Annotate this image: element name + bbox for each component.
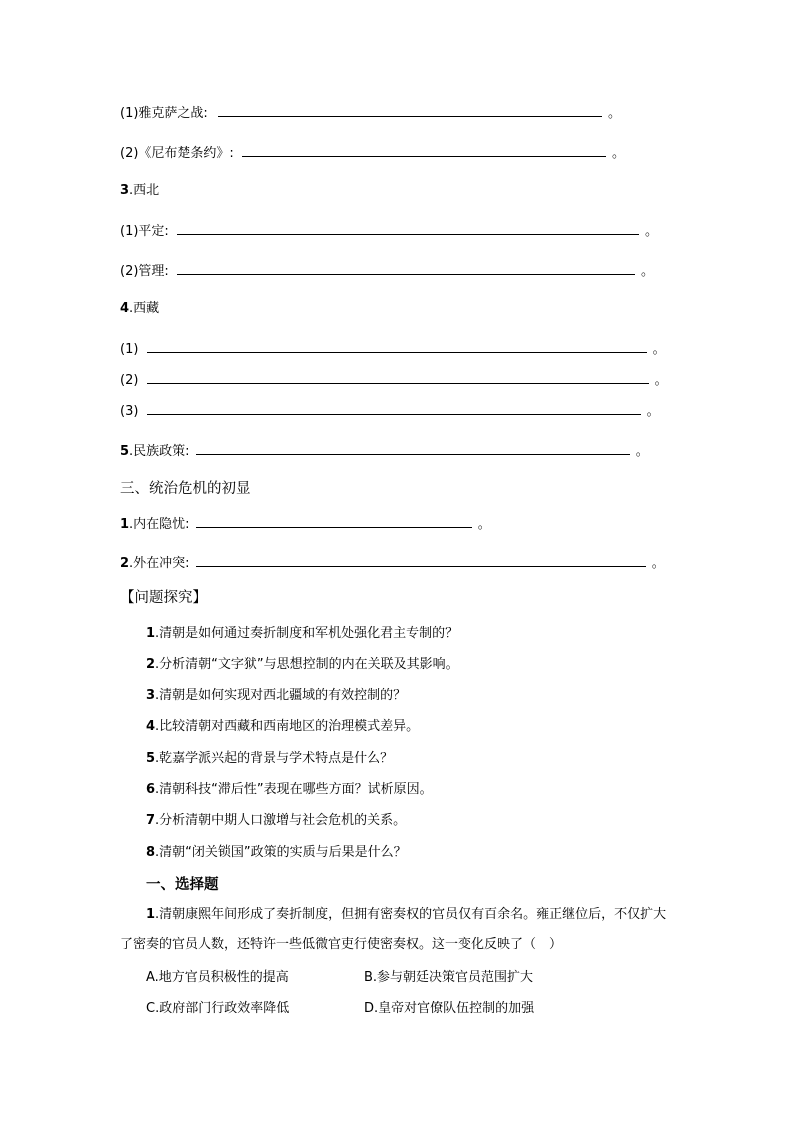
answer-blank[interactable] bbox=[147, 402, 641, 415]
fill-line-xizang-1 bbox=[120, 340, 666, 358]
inquiry-title: 【问题探究】 bbox=[120, 590, 207, 606]
answer-blank[interactable] bbox=[177, 262, 635, 275]
period: 。 bbox=[644, 224, 658, 239]
heading-number: 5 bbox=[120, 444, 130, 459]
inquiry-question bbox=[146, 813, 406, 829]
question-number: 8 bbox=[146, 845, 156, 860]
question-text: .清朝科技“滞后性”表现在哪些方面？试析原因。 bbox=[155, 782, 433, 797]
option-d[interactable]: D.皇帝对官僚队伍控制的加强 bbox=[364, 1001, 535, 1016]
fill-line-minzu bbox=[120, 442, 649, 460]
inquiry-question bbox=[146, 751, 393, 767]
question-number: 7 bbox=[146, 813, 156, 828]
answer-blank[interactable] bbox=[177, 222, 639, 235]
period: 。 bbox=[640, 264, 654, 279]
choice-question-1 bbox=[120, 900, 675, 960]
fill-line-xizang-3 bbox=[120, 402, 660, 420]
fill-label: (1)平定: bbox=[120, 224, 169, 239]
question-number: 1 bbox=[146, 626, 156, 641]
inquiry-question bbox=[146, 657, 459, 673]
question-number: 2 bbox=[146, 657, 156, 672]
period: 。 bbox=[654, 373, 668, 388]
period: 。 bbox=[635, 444, 649, 459]
fill-label: (2) bbox=[120, 373, 139, 388]
answer-blank[interactable] bbox=[196, 515, 472, 528]
question-number: 4 bbox=[146, 719, 156, 734]
answer-blank[interactable] bbox=[196, 442, 630, 455]
answer-blank[interactable] bbox=[242, 144, 606, 157]
fill-label: (3) bbox=[120, 404, 139, 419]
question-text: .清朝是如何通过奏折制度和军机处强化君主专制的？ bbox=[155, 626, 459, 641]
heading-number: 2 bbox=[120, 556, 130, 571]
period: 。 bbox=[652, 342, 666, 357]
fill-line-yakesa bbox=[120, 104, 621, 122]
question-text: .清朝“闭关锁国”政策的实质与后果是什么？ bbox=[155, 845, 407, 860]
answer-blank[interactable] bbox=[147, 340, 647, 353]
option-a[interactable]: A.地方官员积极性的提高 bbox=[146, 970, 289, 985]
inquiry-question bbox=[146, 626, 458, 642]
period: 。 bbox=[646, 404, 660, 419]
fill-line-waizai bbox=[120, 554, 665, 572]
choice-section-title: 一、选择题 bbox=[146, 877, 219, 893]
fill-label: .民族政策: bbox=[129, 444, 190, 459]
heading-xibei bbox=[120, 183, 159, 199]
answer-blank[interactable] bbox=[196, 554, 646, 567]
heading-label: .西北 bbox=[129, 183, 160, 198]
section-title: 三、统治危机的初显 bbox=[120, 481, 251, 497]
heading-number: 1 bbox=[120, 517, 130, 532]
question-number: 6 bbox=[146, 782, 156, 797]
fill-label: (1) bbox=[120, 342, 139, 357]
period: 。 bbox=[651, 556, 665, 571]
question-text: .清朝是如何实现对西北疆域的有效控制的？ bbox=[155, 688, 407, 703]
answer-blank[interactable] bbox=[218, 104, 602, 117]
heading-label: .西藏 bbox=[129, 301, 160, 316]
fill-line-xizang-2 bbox=[120, 371, 668, 389]
period: 。 bbox=[477, 517, 491, 532]
period: 。 bbox=[607, 106, 621, 121]
option-b[interactable]: B.参与朝廷决策官员范围扩大 bbox=[364, 970, 534, 985]
question-text: .清朝康熙年间形成了奏折制度，但拥有密奏权的官员仅有百余名。雍正继位后，不仅扩大了密奏的官员人数，还特许一些低微官吏行使密奏权。这一变化反映了（ ） bbox=[120, 907, 667, 952]
heading-number: 4 bbox=[120, 301, 130, 316]
question-text: .分析清朝“文字狱”与思想控制的内在关联及其影响。 bbox=[155, 657, 459, 672]
inquiry-question bbox=[146, 719, 419, 735]
question-number: 1 bbox=[146, 907, 156, 922]
question-number: 3 bbox=[146, 688, 156, 703]
question-number: 5 bbox=[146, 751, 156, 766]
heading-number: 3 bbox=[120, 183, 130, 198]
option-c[interactable]: C.政府部门行政效率降低 bbox=[146, 1001, 290, 1016]
fill-line-neizai bbox=[120, 515, 491, 533]
fill-label: (2)管理: bbox=[120, 264, 169, 279]
answer-blank[interactable] bbox=[147, 371, 649, 384]
fill-line-guanli bbox=[120, 262, 654, 280]
fill-label: .外在冲突: bbox=[129, 556, 190, 571]
question-text: .分析清朝中期人口激增与社会危机的关系。 bbox=[155, 813, 407, 828]
heading-xizang bbox=[120, 301, 159, 317]
fill-label: (2)《尼布楚条约》: bbox=[120, 146, 234, 161]
inquiry-question bbox=[146, 782, 433, 798]
fill-label: (1)雅克萨之战: bbox=[120, 106, 208, 121]
inquiry-question bbox=[146, 845, 407, 861]
inquiry-question bbox=[146, 688, 406, 704]
period: 。 bbox=[611, 146, 625, 161]
question-text: .比较清朝对西藏和西南地区的治理模式差异。 bbox=[155, 719, 420, 734]
question-text: .乾嘉学派兴起的背景与学术特点是什么？ bbox=[155, 751, 394, 766]
fill-line-pingding bbox=[120, 222, 658, 240]
fill-label: .内在隐忧: bbox=[129, 517, 190, 532]
fill-line-nibuchu bbox=[120, 144, 625, 162]
